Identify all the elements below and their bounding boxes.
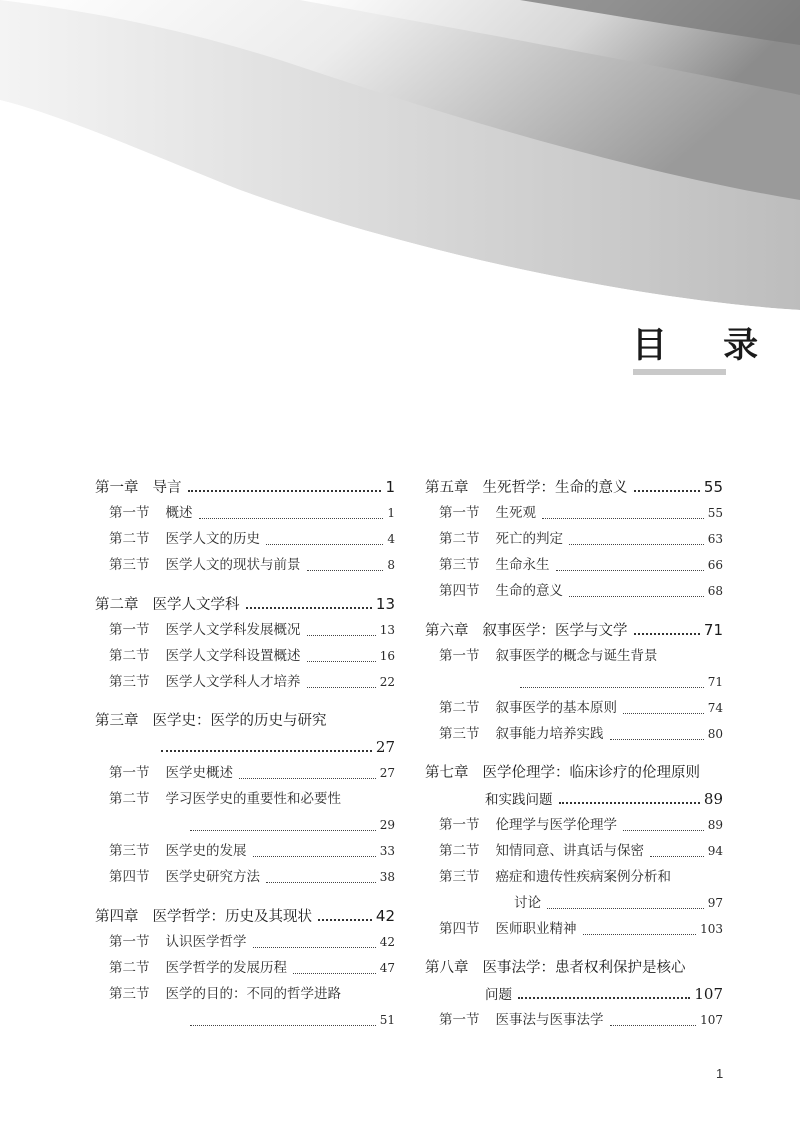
page-ref: 27 [379,766,395,780]
dot-leader [266,881,376,883]
chapter-title: 导言 [152,480,182,496]
dot-leader [634,489,700,492]
chapter-title: 生死哲学：生命的意义 [482,480,628,496]
section-title: 医师职业精神 [495,921,577,937]
section-row[interactable] [95,838,395,864]
chapter-title: 医学哲学：历史及其现状 [152,909,312,925]
dot-leader [307,686,376,688]
section-title: 生死观 [495,505,536,521]
page-ref: 47 [379,961,395,975]
dot-leader [623,712,704,714]
dot-leader [610,738,704,740]
chapter-title: 医事法学：患者权利保护是核心 [482,960,686,976]
page-ref: 94 [707,844,723,858]
chapter-label: 第四章 [95,909,139,925]
chapter-row[interactable] [425,760,723,786]
section-label: 第一节 [439,817,480,833]
chapter-block [95,903,395,1033]
section-title: 知情同意、讲真话与保密 [495,843,644,859]
chapter-title: 医学伦理学：临床诊疗的伦理原则 [482,765,700,781]
chapter-title-continued: 问题 [485,987,512,1003]
section-label: 第二节 [439,700,480,716]
chapter-title: 医学史：医学的历史与研究 [152,713,327,729]
section-row[interactable] [95,617,395,643]
chapter-title: 医学人文学科 [152,597,240,613]
chapter-row[interactable] [95,474,395,500]
chapter-block [425,760,723,942]
dot-leader [556,569,704,571]
chapter-block [95,708,395,890]
section-title: 叙事能力培养实践 [495,726,604,742]
chapter-label: 第三章 [95,713,139,729]
section-row[interactable] [425,721,723,747]
section-label: 第二节 [439,843,480,859]
page-ref: 103 [700,922,723,936]
section-title: 叙事医学的概念与诞生背景 [495,648,658,664]
page-ref: 1 [385,478,395,496]
section-row[interactable] [425,526,723,552]
chapter-label: 第六章 [425,623,469,639]
dot-leader [293,972,376,974]
section-label: 第一节 [439,505,480,521]
page-ref: 107 [700,1013,723,1027]
section-label: 第一节 [109,765,150,781]
chapter-block [95,474,395,578]
section-row[interactable] [425,500,723,526]
page-ref: 107 [694,985,723,1003]
dot-leader [583,933,697,935]
section-title: 医学哲学的发展历程 [165,960,287,976]
page-title: 目 录 [632,326,781,366]
dot-leader [610,1024,697,1026]
section-label: 第三节 [109,674,150,690]
page-ref: 55 [707,506,723,520]
dot-leader [559,801,700,804]
section-title: 死亡的判定 [495,531,563,547]
dot-leader [569,595,704,597]
chapter-row-continued[interactable] [425,981,723,1007]
chapter-row-continued[interactable] [95,734,395,760]
page-ref: 1 [387,506,395,520]
section-row[interactable] [95,864,395,890]
dot-leader [307,634,376,636]
page-ref: 42 [375,907,395,925]
page-number: 1 [716,1066,724,1081]
dot-leader [634,632,700,635]
page-ref: 71 [703,621,723,639]
section-title: 医学的目的：不同的哲学进路 [165,986,341,1002]
section-label: 第二节 [109,648,150,664]
toc-right-column [425,474,723,1046]
dot-leader [307,569,384,571]
section-label: 第三节 [439,557,480,573]
section-label: 第四节 [439,921,480,937]
chapter-block [425,617,723,747]
chapter-row[interactable] [425,474,723,500]
dot-leader [253,946,376,948]
dot-leader [318,918,372,921]
page-ref: 63 [707,532,723,546]
section-label: 第二节 [109,791,150,807]
page-ref: 74 [707,701,723,715]
decorative-banner [0,0,800,330]
section-label: 第四节 [439,583,480,599]
chapter-row[interactable] [95,903,395,929]
section-row[interactable] [425,812,723,838]
section-label: 第一节 [439,1012,480,1028]
section-row[interactable] [95,929,395,955]
chapter-row[interactable] [425,955,723,981]
section-row[interactable] [95,786,395,812]
dot-leader [188,489,382,492]
dot-leader [520,686,704,688]
section-label: 第一节 [109,622,150,638]
chapter-row-continued[interactable] [425,786,723,812]
chapter-block [425,474,723,604]
title-underline [633,369,726,375]
section-row[interactable] [95,981,395,1007]
section-row[interactable] [95,955,395,981]
chapter-row[interactable] [95,708,395,734]
section-row[interactable] [425,1007,723,1033]
dot-leader [190,829,376,831]
section-row[interactable] [425,864,723,890]
page-ref: 68 [707,584,723,598]
section-label: 第三节 [439,726,480,742]
section-title: 医学史的发展 [165,843,247,859]
dot-leader [199,517,384,519]
dot-leader [161,749,372,752]
section-label: 第三节 [109,986,150,1002]
section-row[interactable] [425,695,723,721]
section-row[interactable] [425,916,723,942]
section-row[interactable] [425,578,723,604]
section-title: 医学人文学科发展概况 [165,622,301,638]
section-title: 叙事医学的基本原则 [495,700,617,716]
section-row[interactable] [425,838,723,864]
chapter-label: 第二章 [95,597,139,613]
page-ref: 33 [379,844,395,858]
section-title: 生命永生 [495,557,550,573]
section-label: 第一节 [109,934,150,950]
page-ref: 89 [703,790,723,808]
section-title: 癌症和遗传性疾病案例分析和 [495,869,671,885]
page-ref: 55 [703,478,723,496]
page-ref: 66 [707,558,723,572]
dot-leader [623,829,704,831]
page-ref: 4 [387,532,395,546]
chapter-title-continued: 和实践问题 [485,792,553,808]
chapter-title: 叙事医学：医学与文学 [482,623,628,639]
dot-leader [246,606,372,609]
section-row[interactable] [425,643,723,669]
section-row[interactable] [95,552,395,578]
dot-leader [542,517,704,519]
section-row[interactable] [95,643,395,669]
section-title: 概述 [165,505,193,521]
page-ref: 38 [379,870,395,884]
section-title: 学习医学史的重要性和必要性 [165,791,341,807]
page-ref: 8 [387,558,395,572]
section-label: 第二节 [109,960,150,976]
page-ref: 97 [707,896,723,910]
page-ref: 42 [379,935,395,949]
section-row[interactable] [95,669,395,695]
section-label: 第二节 [439,531,480,547]
page-ref: 80 [707,727,723,741]
section-row-continued[interactable] [425,669,723,695]
banner-graphic [0,0,800,330]
chapter-row[interactable] [425,617,723,643]
section-row-continued[interactable] [95,1007,395,1033]
section-label: 第一节 [109,505,150,521]
section-row[interactable] [95,500,395,526]
chapter-label: 第五章 [425,480,469,496]
section-title: 医学人文的现状与前景 [165,557,301,573]
section-title: 伦理学与医学伦理学 [495,817,617,833]
section-row[interactable] [95,760,395,786]
section-label: 第三节 [439,869,480,885]
section-title: 医学人文学科设置概述 [165,648,301,664]
page-ref: 29 [379,818,395,832]
section-title: 生命的意义 [495,583,563,599]
section-label: 第三节 [109,843,150,859]
section-title: 医学史研究方法 [165,869,260,885]
page-ref: 13 [375,595,395,613]
chapter-block [425,955,723,1033]
chapter-label: 第八章 [425,960,469,976]
dot-leader [307,660,376,662]
dot-leader [547,907,704,909]
dot-leader [518,996,690,999]
section-row-continued[interactable] [425,890,723,916]
section-row[interactable] [425,552,723,578]
page-ref: 89 [707,818,723,832]
section-title: 医事法与医事法学 [495,1012,604,1028]
dot-leader [266,543,383,545]
section-title: 医学人文的历史 [165,531,260,547]
section-label: 第三节 [109,557,150,573]
page-ref: 71 [707,675,723,689]
dot-leader [650,855,704,857]
section-row-continued[interactable] [95,812,395,838]
section-label: 第二节 [109,531,150,547]
page-ref: 22 [379,675,395,689]
section-title-continued: 讨论 [514,895,541,911]
section-title: 认识医学哲学 [165,934,247,950]
chapter-label: 第一章 [95,480,139,496]
chapter-block [95,591,395,695]
chapter-label: 第七章 [425,765,469,781]
page-ref: 16 [379,649,395,663]
section-label: 第四节 [109,869,150,885]
page-ref: 27 [375,738,395,756]
page-ref: 13 [379,623,395,637]
dot-leader [253,855,376,857]
dot-leader [190,1024,376,1026]
page-ref: 51 [379,1013,395,1027]
section-row[interactable] [95,526,395,552]
toc-left-column [95,474,395,1046]
dot-leader [569,543,704,545]
dot-leader [239,777,376,779]
chapter-row[interactable] [95,591,395,617]
section-title: 医学史概述 [165,765,233,781]
section-label: 第一节 [439,648,480,664]
section-title: 医学人文学科人才培养 [165,674,301,690]
